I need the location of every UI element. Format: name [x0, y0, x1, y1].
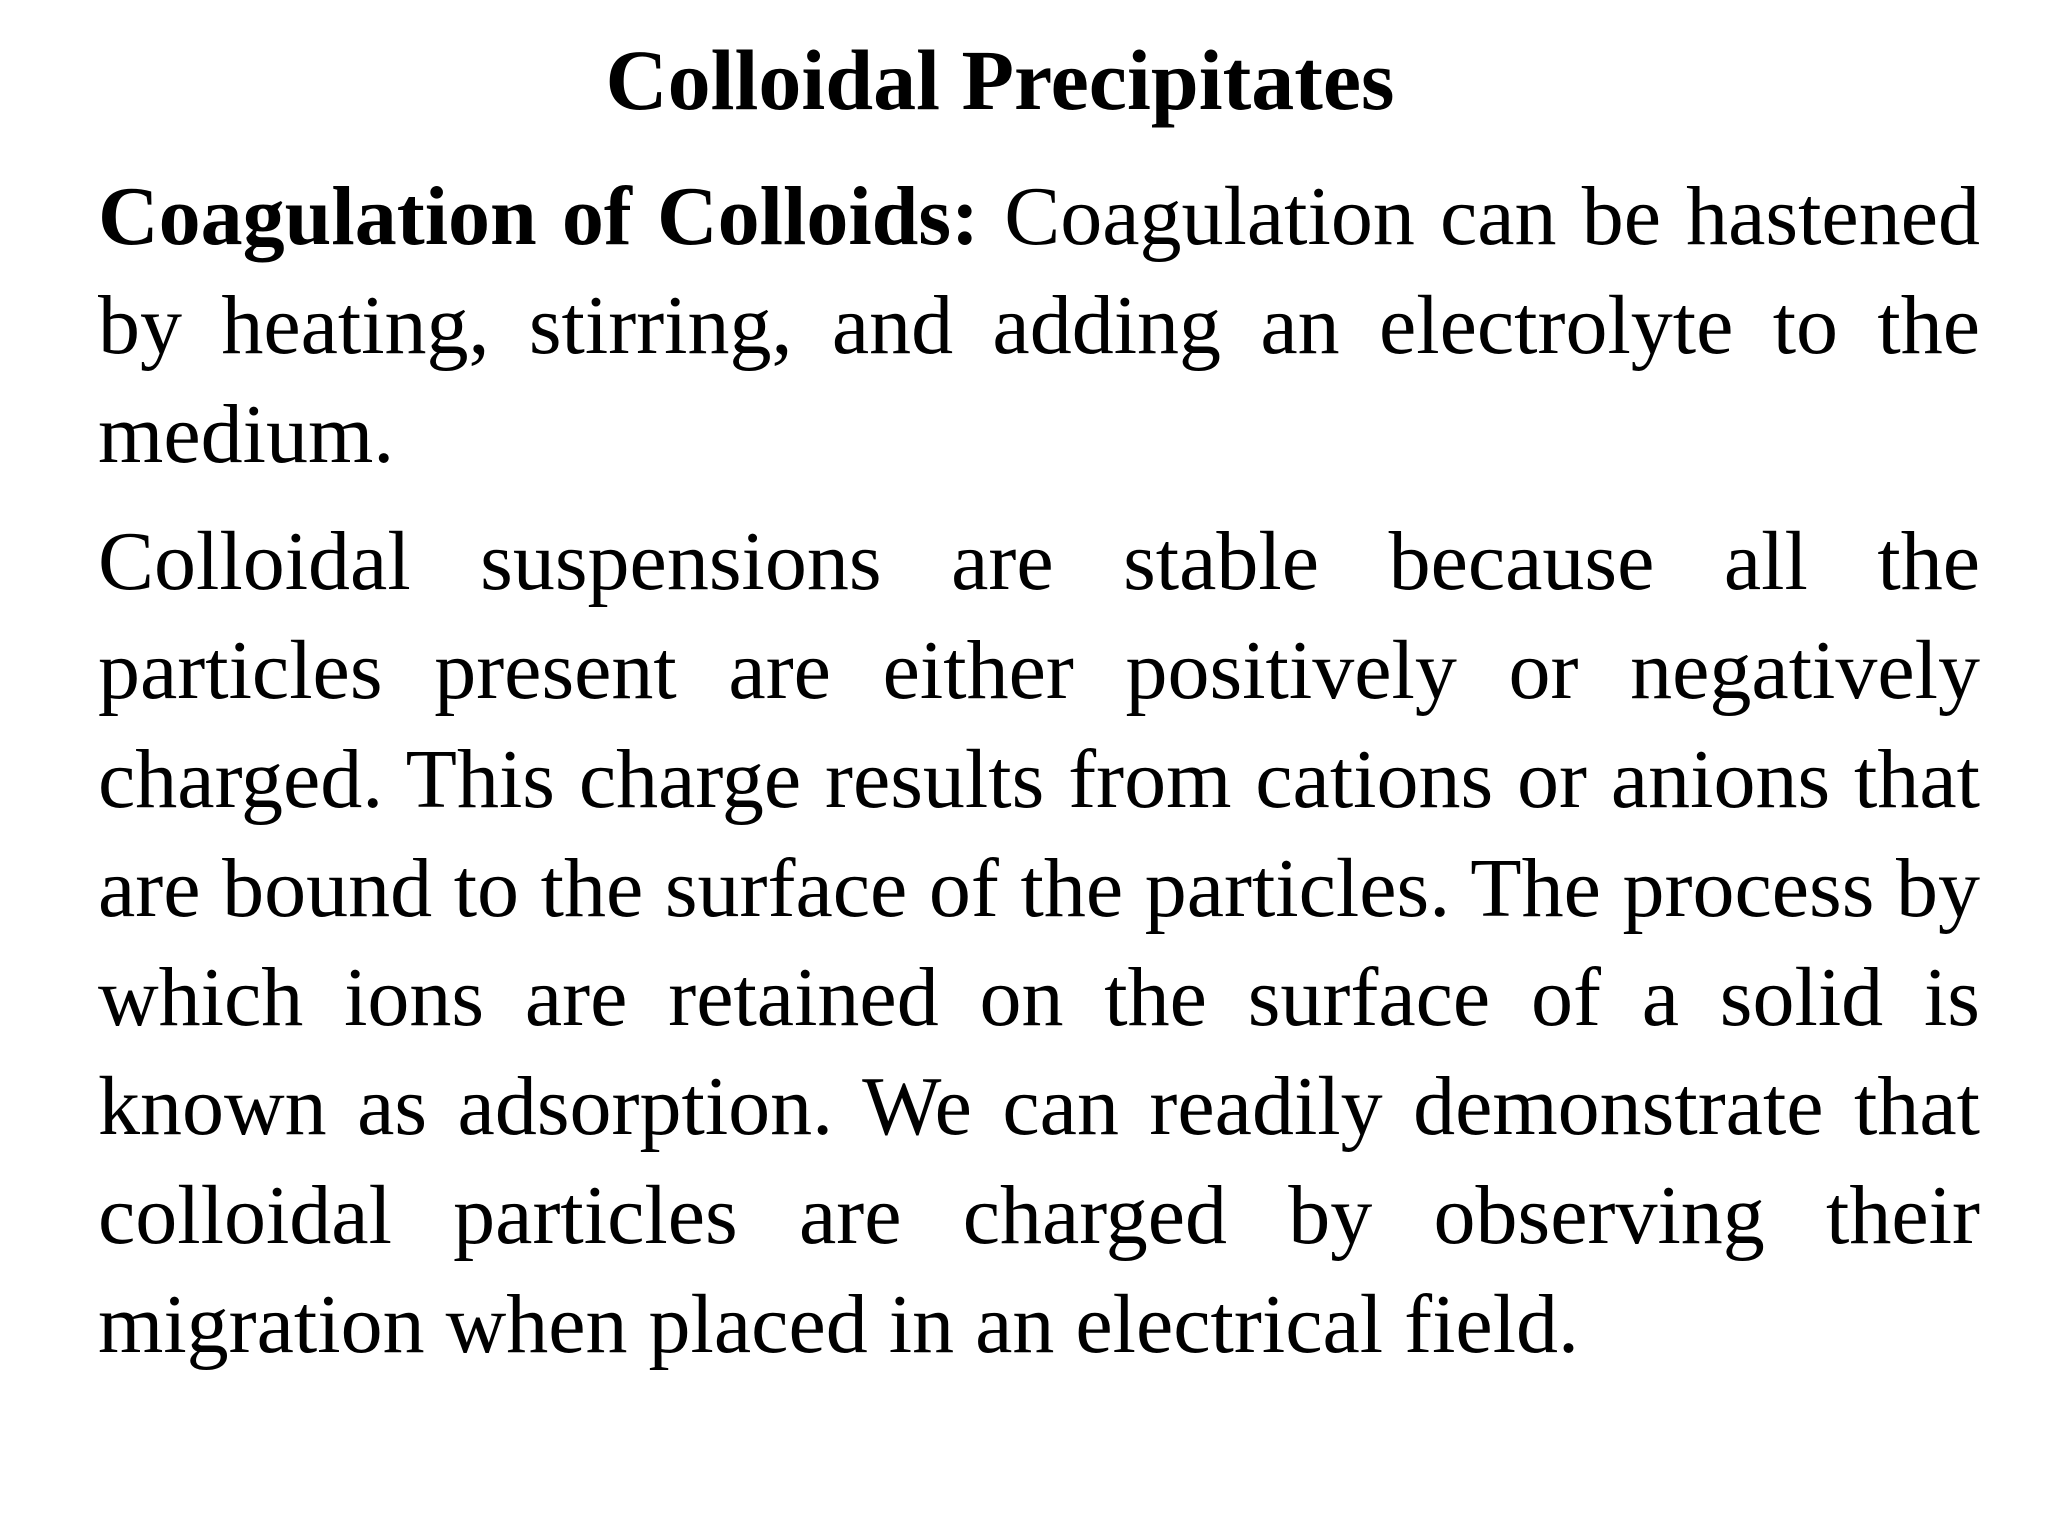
paragraph-text: Coagulation can be hastened by heating, stirring, and adding an electrolyte to the medium. — [98, 170, 1980, 481]
paragraph-lead-heading: Coagulation of Colloids: — [98, 170, 980, 263]
page-title: Colloidal Precipitates — [605, 32, 1395, 128]
document-body — [98, 162, 1980, 1379]
paragraph-text: Colloidal suspensions are stable because all the particles present are either positively or negatively charged. This charge results from cations or anions that are bound to the surface of the particles. The process by which ions are retained on the surface of a solid is known as adsorption. We can readily demonstrate that colloidal particles are charged by observing their migration when placed in an electrical field. — [98, 515, 1980, 1371]
paragraph-colloidal-suspensions — [98, 507, 1980, 1379]
paragraph-coagulation — [98, 162, 1980, 489]
